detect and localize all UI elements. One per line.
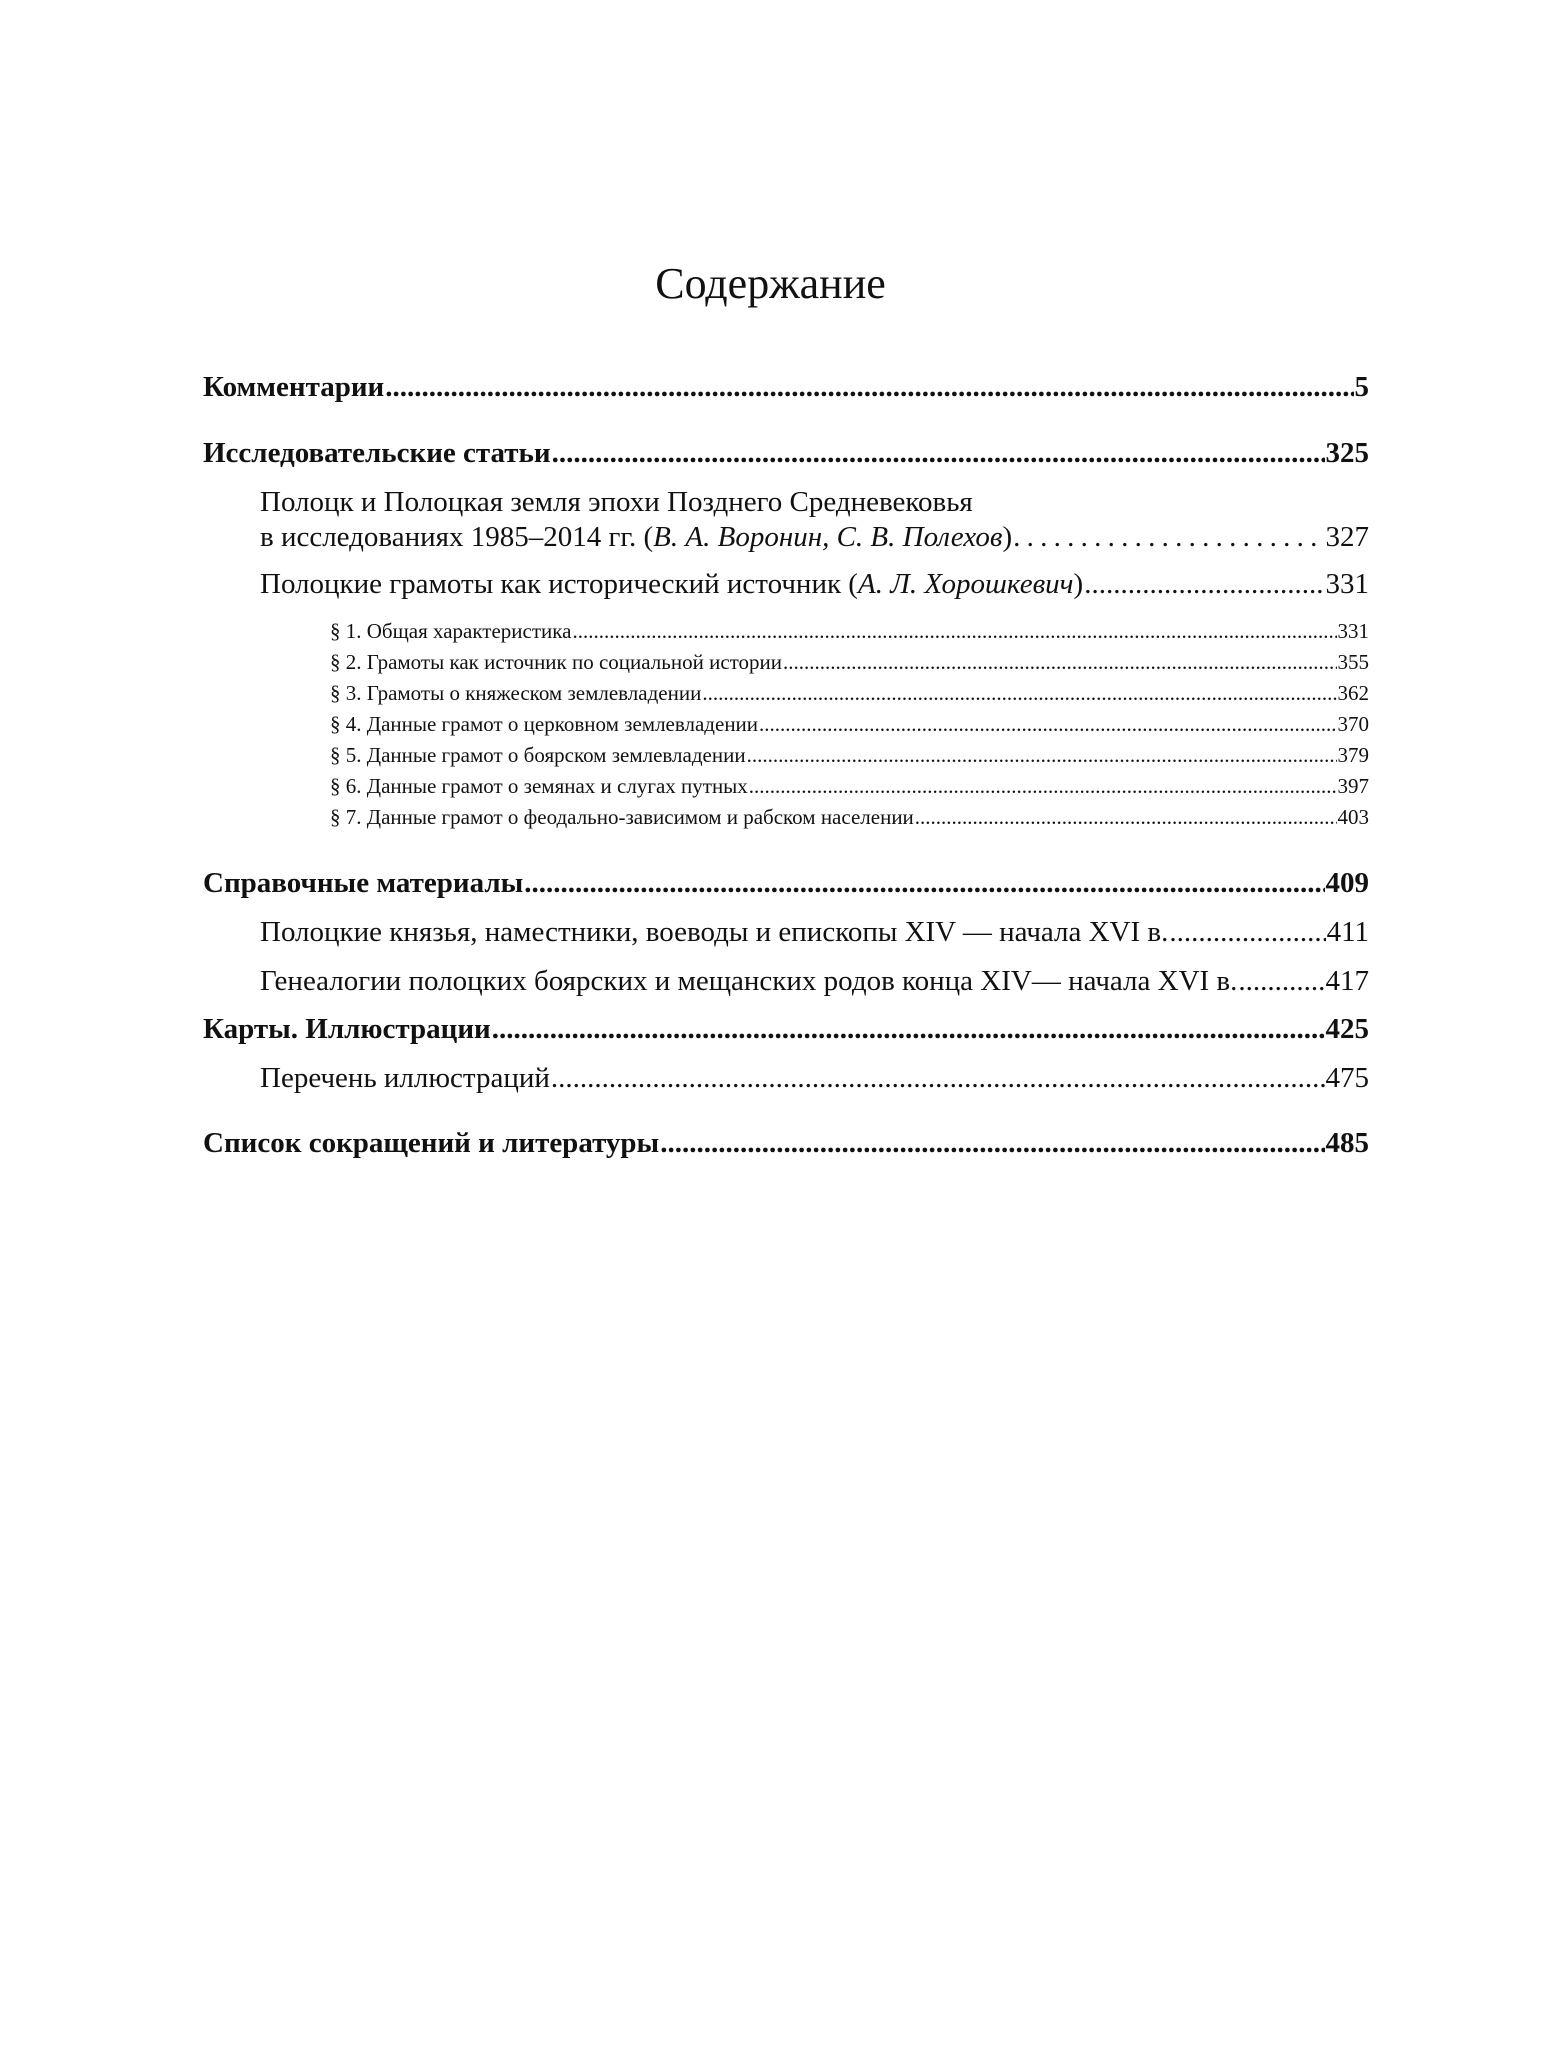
title-prefix: Полоцкие грамоты как исторический источник ( (260, 568, 858, 600)
toc-subentry-5[interactable] (330, 743, 1369, 768)
toc-page-number: 362 (1337, 681, 1369, 705)
toc-entry-title: Полоцкие князья, наместники, воеводы и епископы XIV — начала XVI в. (260, 916, 1169, 948)
toc-page-number: 379 (1337, 743, 1369, 767)
title-suffix: ) (1073, 568, 1084, 600)
toc-subentry-3[interactable] (330, 681, 1369, 706)
toc-entry-title: Перечень иллюстраций (260, 1062, 550, 1094)
leader-dots (552, 437, 1325, 470)
toc-page-number: 331 (1337, 619, 1369, 643)
toc-entry-genealogies[interactable] (260, 965, 1369, 998)
toc-entry-title: § 6. Данные грамот о земянах и слугах путных (330, 774, 748, 798)
leader-dots (660, 1127, 1324, 1160)
toc-subentry-7[interactable] (330, 805, 1369, 830)
toc-page-number: 409 (1325, 867, 1369, 899)
toc-entry-title: § 5. Данные грамот о боярском землевладении (330, 743, 746, 767)
authors: В. А. Воронин, С. В. Полехов (653, 521, 1003, 553)
title-prefix: в исследованиях 1985–2014 гг. ( (260, 521, 654, 553)
toc-page-number: 355 (1337, 650, 1369, 674)
toc-page-number: 425 (1325, 1013, 1369, 1045)
toc-page-number: 485 (1325, 1127, 1369, 1159)
toc-page-number: 327 (1325, 521, 1369, 553)
toc-page-number: 325 (1325, 437, 1369, 469)
toc-page-number: 417 (1325, 965, 1369, 997)
toc-page-number: 370 (1337, 712, 1369, 736)
page-title: Содержание (655, 259, 886, 308)
leader-dots (759, 712, 1336, 737)
leader-dots (385, 371, 1353, 404)
toc-page-number: 331 (1325, 568, 1369, 600)
leader-dots (702, 681, 1336, 706)
toc-subentry-4[interactable] (330, 712, 1369, 737)
toc-entry-princes[interactable] (260, 916, 1369, 949)
leader-dots (1084, 568, 1324, 601)
toc-entry-title: Список сокращений и литературы (203, 1127, 660, 1159)
toc-subentry-2[interactable] (330, 650, 1369, 675)
toc-page-number: 5 (1354, 371, 1369, 403)
toc-page-number: 411 (1326, 916, 1369, 948)
leader-dots (572, 619, 1336, 644)
leader-dots (783, 650, 1336, 675)
leader-dots (524, 867, 1324, 900)
toc-entry-title: § 2. Грамоты как источник по социальной истории (330, 650, 783, 674)
toc-entry-abbreviations[interactable] (203, 1127, 1369, 1160)
leader-dots (1238, 965, 1324, 998)
toc-entry-title: § 4. Данные грамот о церковном землевладении (330, 712, 759, 736)
toc-entry-title: § 7. Данные грамот о феодально-зависимом и рабском населении (330, 805, 914, 829)
leader-dots (747, 743, 1337, 768)
leader-dots (915, 805, 1337, 830)
leader-dots (1169, 916, 1325, 949)
toc-entry-title-line2 (260, 521, 1369, 554)
toc-entry-title: Генеалогии полоцких боярских и мещанских родов конца XIV— начала XVI в. (260, 965, 1238, 997)
leader-dots (551, 1062, 1325, 1095)
toc-entry-title: Карты. Иллюстрации (203, 1013, 491, 1045)
toc-entry-illustrations-list[interactable] (260, 1062, 1369, 1095)
toc-entry-title: Исследовательские статьи (203, 437, 551, 469)
toc-entry-maps-illustrations[interactable] (203, 1013, 1369, 1046)
toc-entry-title: § 3. Грамоты о княжеском землевладении (330, 681, 702, 705)
leader-dots (492, 1013, 1325, 1046)
toc-entry-polotsk-land[interactable] (260, 486, 1369, 554)
toc-entry-comments[interactable] (203, 371, 1369, 404)
toc-entry-research-articles[interactable] (203, 437, 1369, 470)
toc-entry-title: Справочные материалы (203, 867, 524, 899)
toc-entry-reference-materials[interactable] (203, 867, 1369, 900)
toc-page-number: 397 (1337, 774, 1369, 798)
toc-entry-title: Комментарии (203, 371, 385, 403)
toc-subentry-1[interactable] (330, 619, 1369, 644)
title-suffix: ) (1002, 521, 1013, 553)
toc-entry-title-line1: Полоцк и Полоцкая земля эпохи Позднего Средневековья (260, 486, 973, 518)
leader-dots (749, 774, 1337, 799)
toc-page-number: 475 (1325, 1062, 1369, 1094)
toc-entry-polotsk-charters[interactable] (260, 568, 1369, 601)
toc-subentry-6[interactable] (330, 774, 1369, 799)
author: А. Л. Хорошкевич (857, 568, 1074, 600)
toc-entry-title: § 1. Общая характеристика (330, 619, 572, 643)
toc-page-number: 403 (1337, 805, 1369, 829)
leader-dots (1013, 521, 1324, 554)
